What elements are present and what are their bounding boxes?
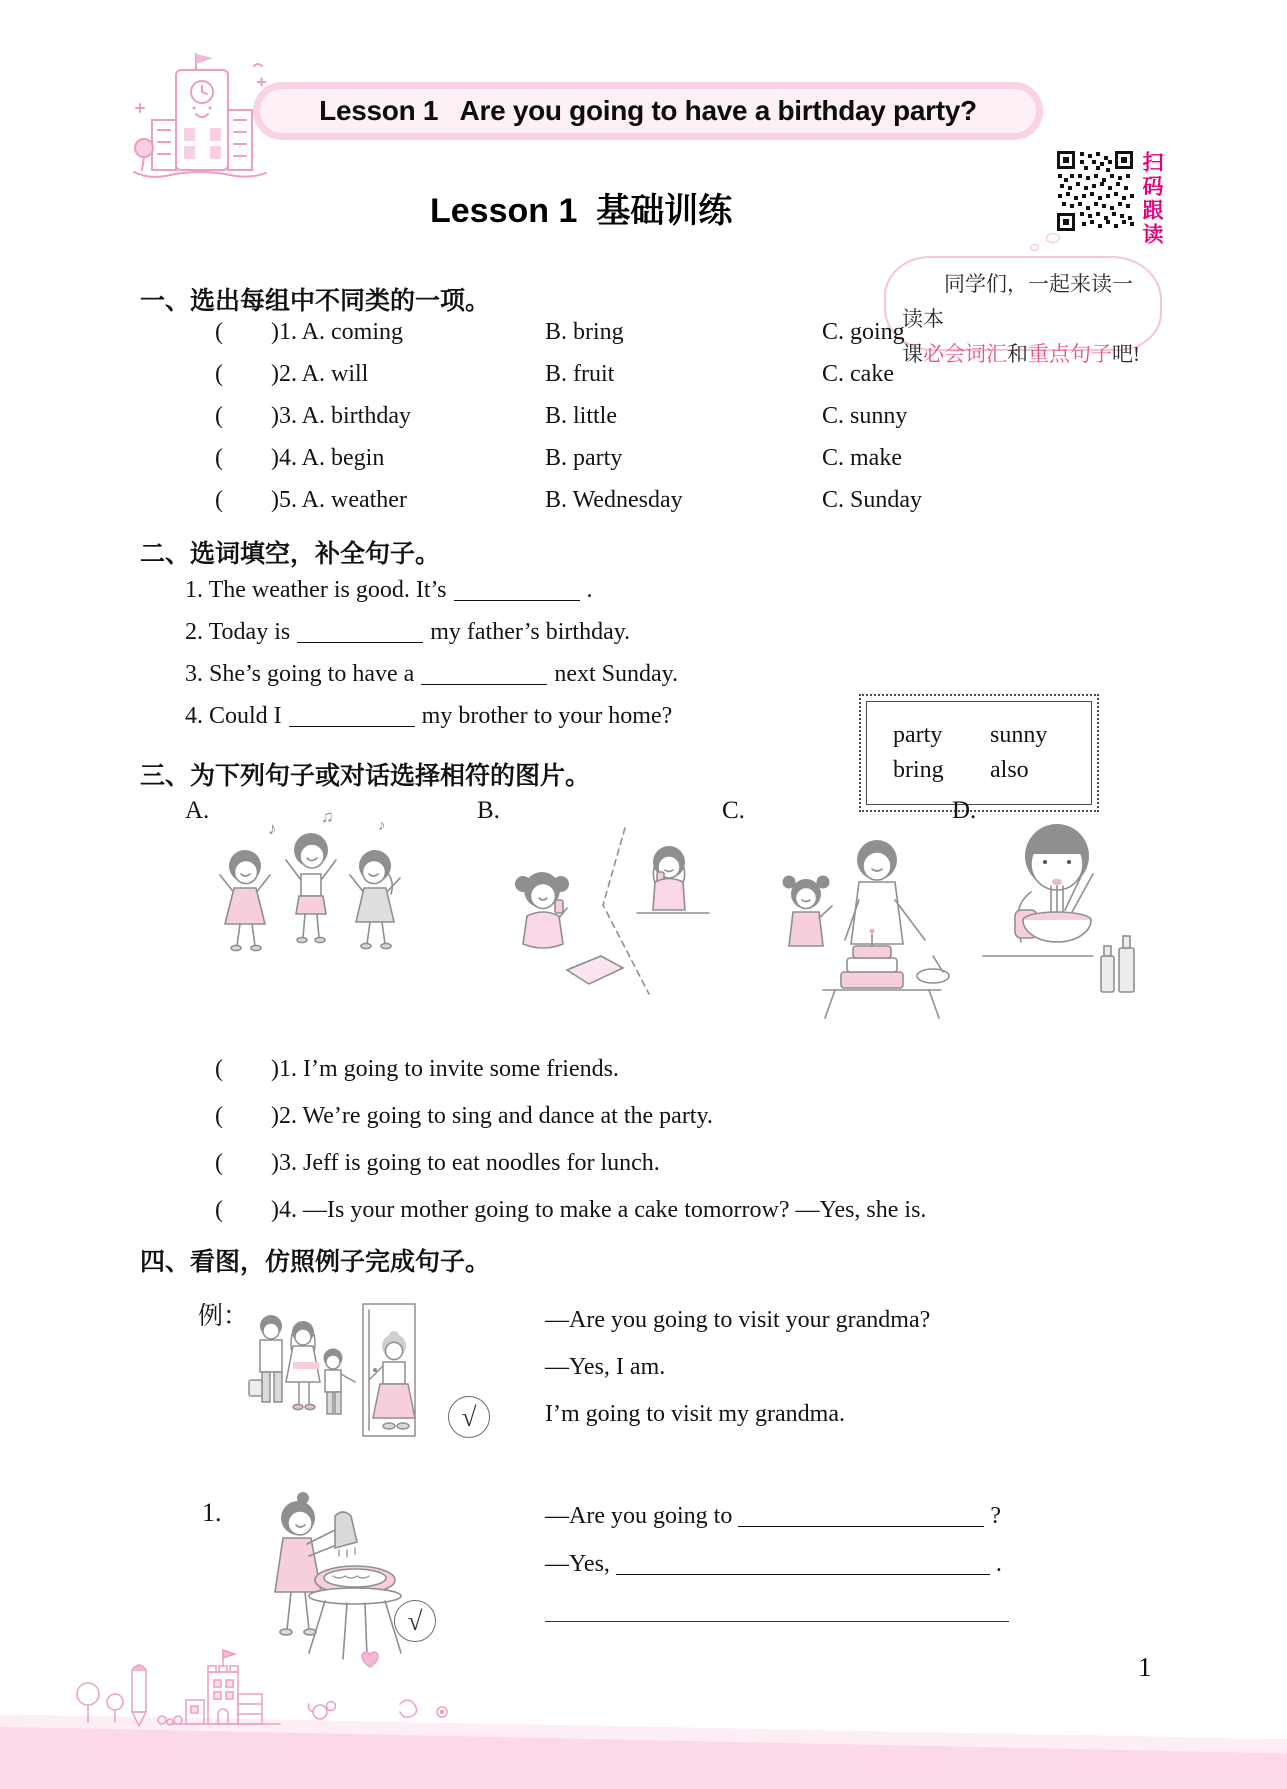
picture-label-c: C. [722, 797, 745, 824]
bubble-text: 课 [902, 342, 923, 366]
fill-text: 2. Today is [185, 619, 291, 645]
svg-text:♪: ♪ [268, 819, 277, 838]
picture-b-phone-call[interactable] [497, 820, 712, 1002]
bubble-text: 吧! [1112, 342, 1140, 366]
option-c: C. Sunday [822, 486, 923, 513]
choice-row [215, 353, 922, 395]
answer-blank[interactable] [289, 705, 415, 727]
page-title: Lesson 1 基础训练 [430, 192, 733, 230]
fill-text: . [586, 577, 593, 603]
picture-d-eating-noodles[interactable] [975, 806, 1145, 1018]
fill-text: next Sunday. [554, 661, 679, 687]
word-option: bring [893, 757, 944, 783]
match-text: 1. I’m going to invite some friends. [278, 1056, 619, 1082]
section1-rows [215, 311, 922, 521]
answer-bracket[interactable]: ( ) [215, 1056, 279, 1082]
choice-row [215, 479, 922, 521]
item1-line1 [545, 1492, 1002, 1540]
bubble-highlight: 重点句子 [1028, 342, 1112, 366]
qr-code [1056, 150, 1134, 232]
lesson-banner-title: Lesson 1 Are you going to have a birthday party? [319, 95, 977, 126]
answer-bracket[interactable]: ( ) [215, 444, 279, 471]
answer-blank[interactable] [297, 621, 423, 643]
section2-items [185, 569, 678, 737]
example-line1: —Are you going to visit your grandma? [545, 1307, 931, 1333]
fill-text: 4. Could I [185, 703, 282, 729]
bubble-tail-dot [1046, 233, 1060, 243]
section1-heading: 一、选出每组中不同类的一项。 [140, 287, 491, 315]
bubble-line2 [902, 337, 1146, 372]
match-text: 4. —Is your mother going to make a cake tomorrow? —Yes, she is. [278, 1197, 927, 1223]
option-a: 1. A. coming [278, 318, 403, 345]
item1-lines [545, 1492, 1002, 1588]
choice-row [215, 395, 922, 437]
item1-picture-washing-clothes [243, 1488, 423, 1666]
option-c: C. going [822, 318, 905, 345]
svg-text:♫: ♫ [321, 812, 334, 826]
picture-label-d: D. [952, 797, 977, 824]
bubble-tail-dot [1030, 244, 1039, 251]
option-a: 5. A. weather [278, 486, 407, 513]
check-circle [394, 1600, 436, 1642]
choice-row [215, 437, 922, 479]
bubble-text: 和 [1007, 342, 1028, 366]
option-b: B. fruit [545, 360, 615, 387]
answer-blank[interactable] [616, 1553, 990, 1575]
check-icon: √ [407, 1605, 423, 1636]
example-lines [545, 1297, 930, 1438]
picture-label-a: A. [185, 797, 210, 824]
choice-row [215, 311, 922, 353]
section4-heading: 四、看图，仿照例子完成句子。 [140, 1248, 491, 1276]
option-a: 2. A. will [278, 360, 369, 387]
fill-text: 3. She’s going to have a [185, 661, 415, 687]
option-a: 3. A. birthday [278, 402, 411, 429]
answer-blank[interactable] [421, 663, 547, 685]
example-line3: I’m going to visit my grandma. [545, 1401, 845, 1427]
answer-blank[interactable] [738, 1505, 984, 1527]
option-a: 4. A. begin [278, 444, 385, 471]
option-c: C. sunny [822, 402, 908, 429]
answer-bracket[interactable]: ( ) [215, 486, 279, 513]
answer-blank[interactable] [454, 579, 580, 601]
fill-text: my father’s birthday. [430, 619, 631, 645]
bubble-line1: 同学们，一起来读一读本 [902, 272, 1133, 331]
option-b: B. little [545, 402, 617, 429]
fill-text: my brother to your home? [421, 703, 673, 729]
school-building-illustration [126, 48, 274, 190]
answer-bracket[interactable]: ( ) [215, 1103, 279, 1129]
bubble-highlight: 必会词汇 [923, 342, 1007, 366]
check-icon: √ [461, 1401, 477, 1432]
item1-text: —Yes, [545, 1551, 610, 1577]
answer-bracket[interactable]: ( ) [215, 318, 279, 345]
option-b: B. Wednesday [545, 486, 683, 513]
qr-caption: 扫码跟读 [1140, 151, 1163, 247]
item1-text: . [995, 1551, 1002, 1577]
section3-items [215, 1046, 926, 1234]
option-c: C. make [822, 444, 902, 471]
word-option: sunny [990, 722, 1048, 748]
match-item [215, 1140, 926, 1187]
example-picture-visiting-grandma [243, 1300, 458, 1455]
item1-text: —Are you going to [545, 1503, 733, 1529]
match-item [215, 1046, 926, 1093]
lesson-banner [253, 82, 1043, 140]
section3-heading: 三、为下列句子或对话选择相符的图片。 [140, 762, 591, 790]
page-number: 1 [1138, 1652, 1152, 1682]
svg-text:♪: ♪ [378, 818, 386, 834]
picture-c-making-cake[interactable] [757, 822, 957, 1024]
section2-heading: 二、选词填空，补全句子。 [140, 540, 441, 568]
option-b: B. party [545, 444, 623, 471]
picture-a-dancing-girls[interactable] [213, 812, 413, 1024]
word-bank-box [866, 701, 1092, 805]
word-option: also [990, 757, 1029, 783]
item1-text: ? [990, 1503, 1001, 1529]
match-text: 2. We’re going to sing and dance at the party. [278, 1103, 713, 1129]
footer-decorations [70, 1642, 470, 1737]
answer-bracket[interactable]: ( ) [215, 1150, 279, 1176]
answer-bracket[interactable]: ( ) [215, 360, 279, 387]
fill-item [185, 695, 678, 737]
answer-line[interactable] [545, 1600, 1009, 1622]
match-item [215, 1187, 926, 1234]
answer-bracket[interactable]: ( ) [215, 402, 279, 429]
example-label: 例： [198, 1303, 249, 1330]
fill-item [185, 569, 678, 611]
item1-label: 1. [202, 1498, 222, 1527]
match-text: 3. Jeff is going to eat noodles for lunch. [278, 1150, 660, 1176]
example-line2: —Yes, I am. [545, 1354, 666, 1380]
match-item [215, 1093, 926, 1140]
item1-line2 [545, 1540, 1002, 1588]
fill-text: 1. The weather is good. It’s [185, 577, 447, 603]
fill-item [185, 611, 678, 653]
option-b: B. bring [545, 318, 624, 345]
answer-bracket[interactable]: ( ) [215, 1197, 279, 1223]
option-c: C. cake [822, 360, 894, 387]
word-option: party [893, 722, 943, 748]
hint-bubble [884, 256, 1162, 366]
check-circle [448, 1396, 490, 1438]
fill-item [185, 653, 678, 695]
picture-label-b: B. [477, 797, 500, 824]
